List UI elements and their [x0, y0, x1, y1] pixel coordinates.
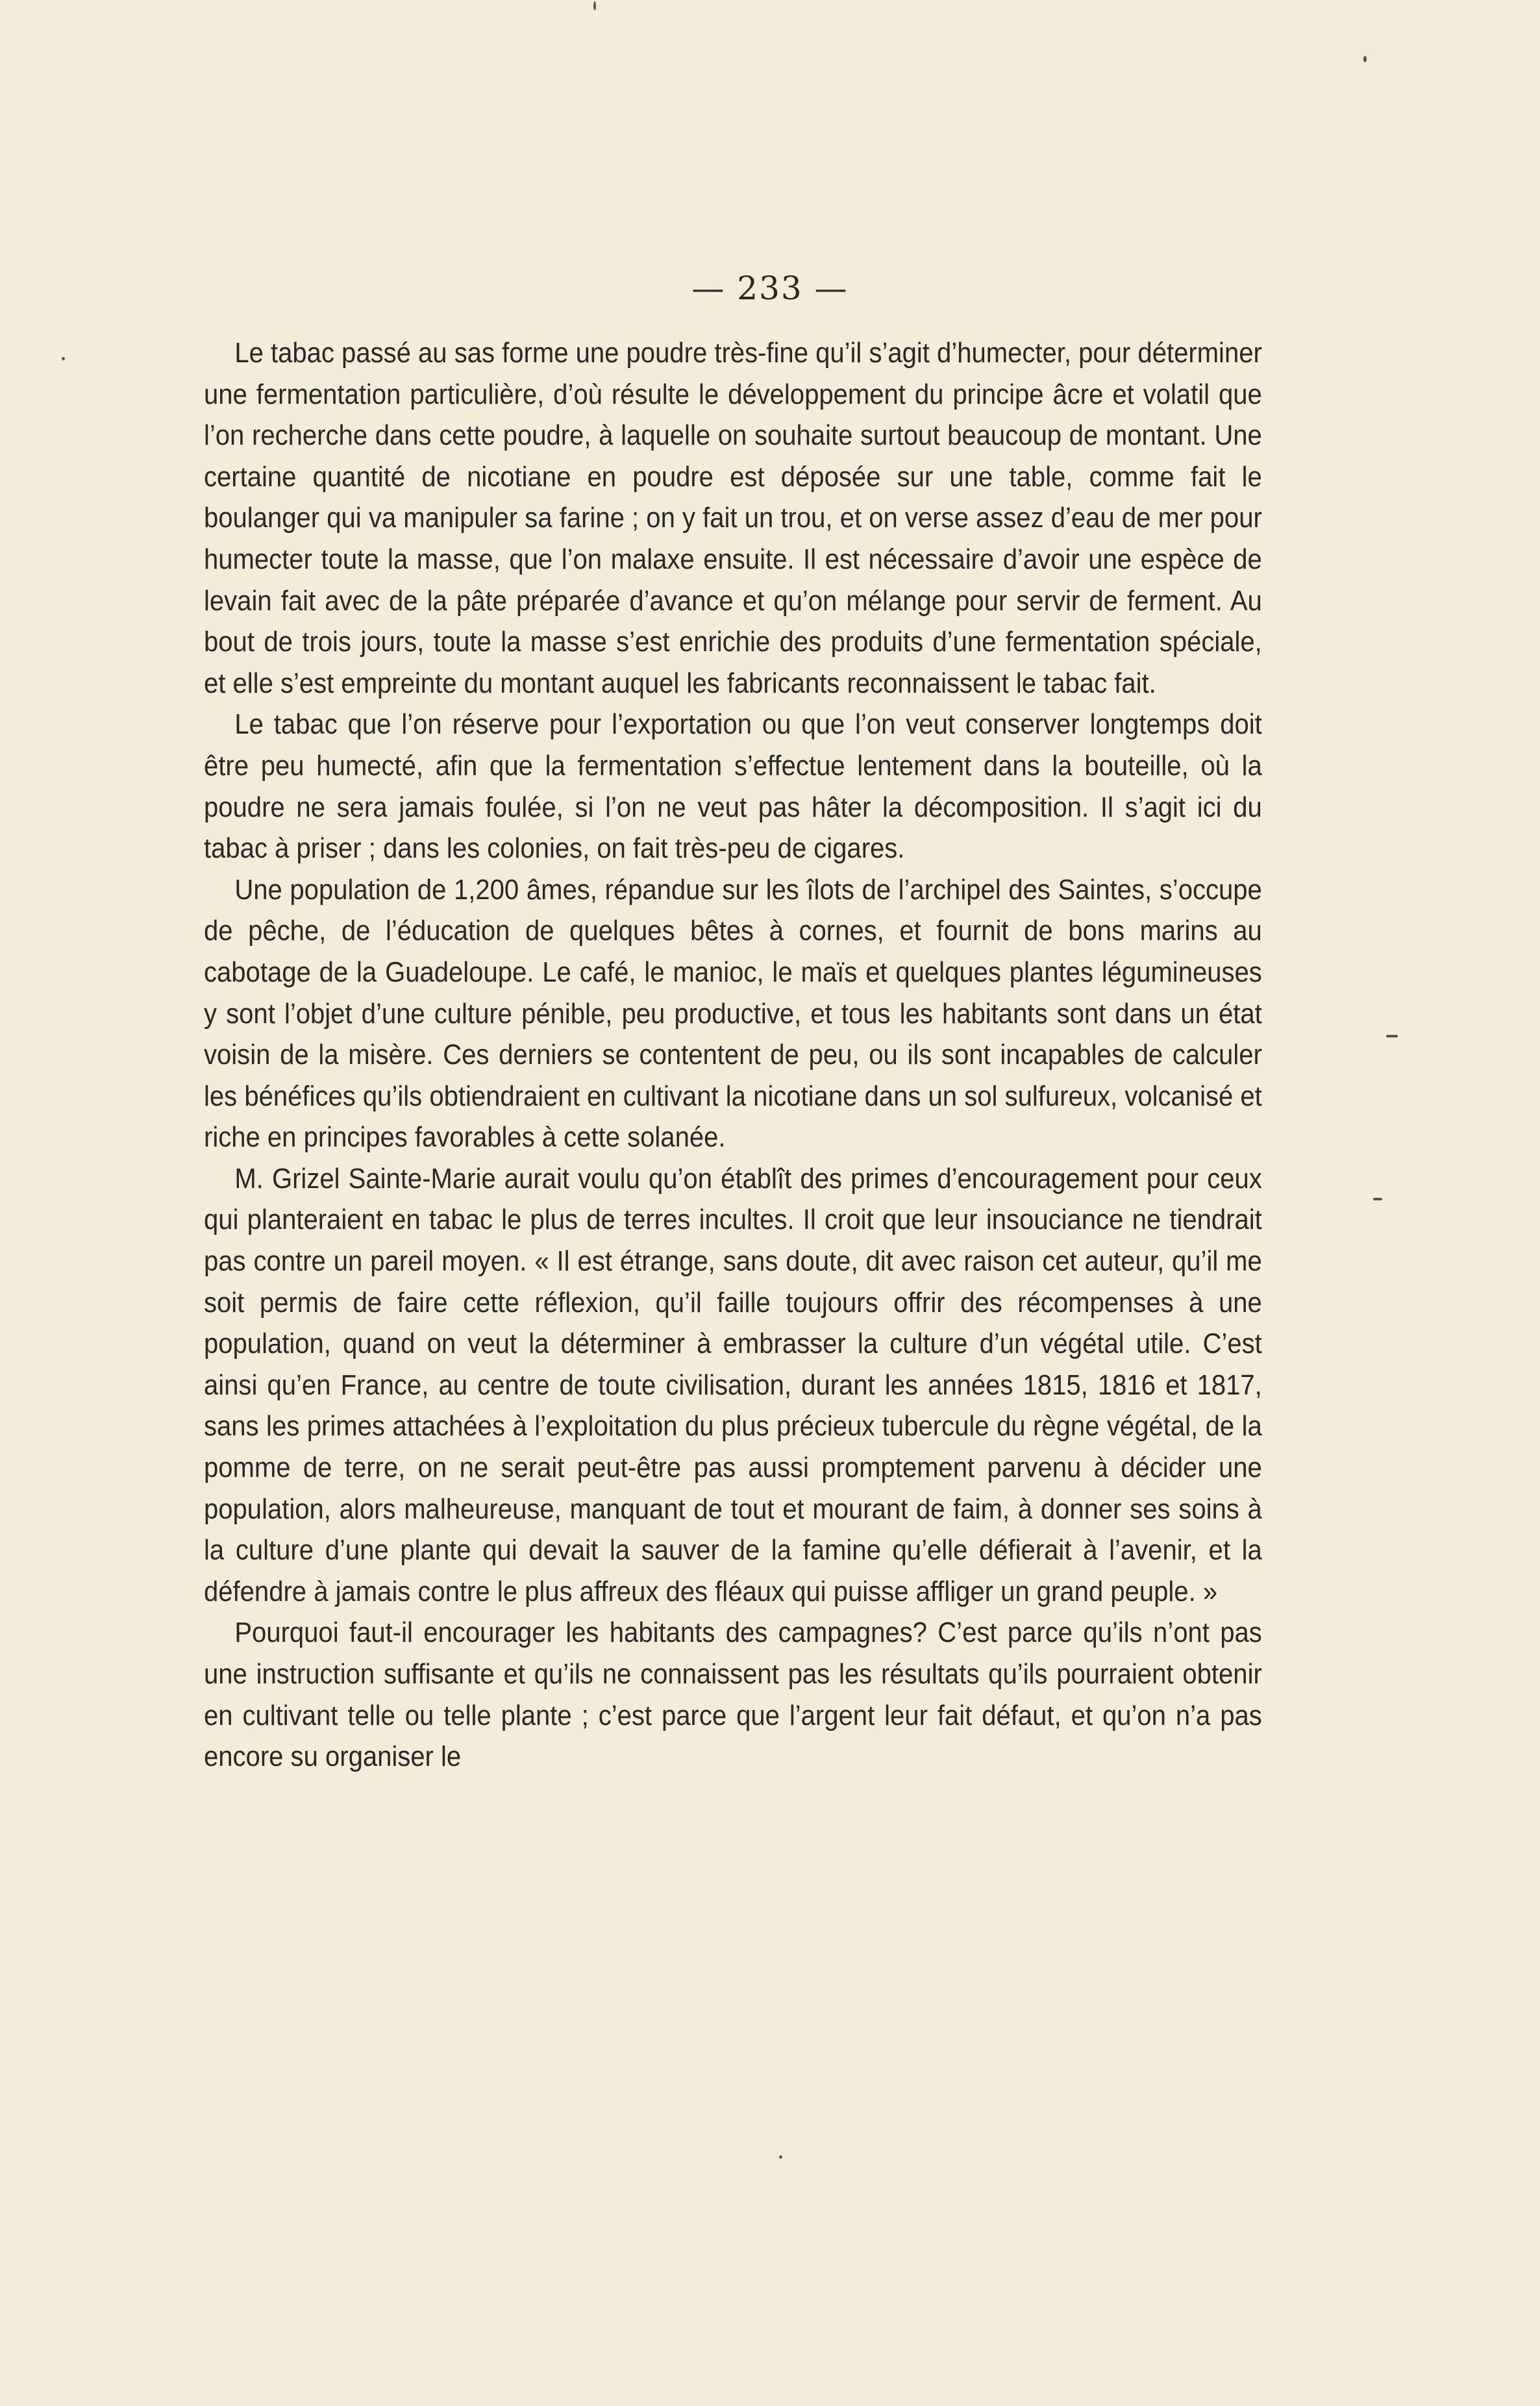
paragraph-1: Le tabac passé au sas forme une poudre très-fine qu’il s’agit d’humecter, pour déterminer une fermentation particulière, d’où résulte le développement du principe âcre et volatil que l’on recherche dans cette poudre, à laquelle on souhaite surtout beaucoup de montant. Une certaine quantité de nicotiane en poudre est déposée sur une table, comme fait le boulanger qui va manipuler sa farine ; on y fait un trou, et on verse assez d’eau de mer pour humecter toute la masse, que l’on malaxe ensuite. Il est nécessaire d’avoir une espèce de levain fait avec de la pâte préparée d’avance et qu’on mélange pour servir de ferment. Au bout de trois jours, toute la masse s’est enrichie des produits d’une fermentation spéciale, et elle s’est empreinte du montant auquel les fabricants reconnaissent le tabac fait.: [204, 337, 1262, 699]
scan-speck: [593, 1, 596, 10]
page-number: — 233 —: [691, 269, 849, 307]
scan-speck: [1363, 56, 1367, 62]
paragraph-3: Une population de 1,200 âmes, répandue sur les îlots de l’archipel des Saintes, s’occupe de pêche, de l’éducation de quelques bêtes à cornes, et fournit de bons marins au cabotage de la Guadeloupe. Le café, le manioc, le maïs et quelques plantes légumineuses y sont l’objet d’une culture pénible, peu productive, et tous les habitants sont dans un état voisin de la misère. Ces derniers se contentent de peu, ou ils sont incapables de calculer les bénéfices qu’ils obtiendraient en cultivant la nicotiane dans un sol sulfureux, volcanisé et riche en principes favorables à cette solanée.: [204, 873, 1262, 1154]
paragraph-5: Pourquoi faut-il encourager les habitants des campagnes? C’est parce qu’ils n’ont pas une instruction suffisante et qu’ils ne connaissent pas les résultats qu’ils pourraient obtenir en cultivant telle ou telle plante ; c’est parce que l’argent leur fait défaut, et qu’on n’a pas encore su organiser le: [204, 1617, 1262, 1773]
paragraph-4: M. Grizel Sainte-Marie aurait voulu qu’on établît des primes d’encouragement pour ceux qui planteraient en tabac le plus de terres incultes. Il croit que leur insouciance ne tiendrait pas contre un pareil moyen. « Il est étrange, sans doute, dit avec raison cet auteur, qu’il me soit permis de faire cette réflexion, qu’il faille toujours offrir des récompenses à une population, quand on veut la déterminer à embrasser la culture d’un végétal utile. C’est ainsi qu’en France, au centre de toute civilisation, durant les années 1815, 1816 et 1817, sans les primes attachées à l’exploitation du plus précieux tubercule du règne végétal, de la pomme de terre, on ne serait peut-être pas aussi promptement parvenu à décider une population, alors malheureuse, manquant de tout et mourant de faim, à donner ses soins à la culture d’une plante qui devait la sauver de la famine qu’elle défierait à l’avenir, et la défendre à jamais contre le plus affreux des fléaux qui puisse affliger un grand peuple. »: [204, 1162, 1262, 1607]
scan-speck: [1386, 1035, 1398, 1037]
paragraph-2: Le tabac que l’on réserve pour l’exportation ou que l’on veut conserver longtemps doit être peu humecté, afin que la fermentation s’effectue lentement dans la bouteille, où la poudre ne sera jamais foulée, si l’on ne veut pas hâter la décomposition. Il s’agit ici du tabac à priser ; dans les colonies, on fait très-peu de cigares.: [204, 708, 1262, 865]
scan-speck: [62, 357, 65, 360]
scan-speck: [1373, 1198, 1382, 1200]
scan-speck: [779, 2155, 782, 2159]
body-text: [204, 332, 1262, 1778]
